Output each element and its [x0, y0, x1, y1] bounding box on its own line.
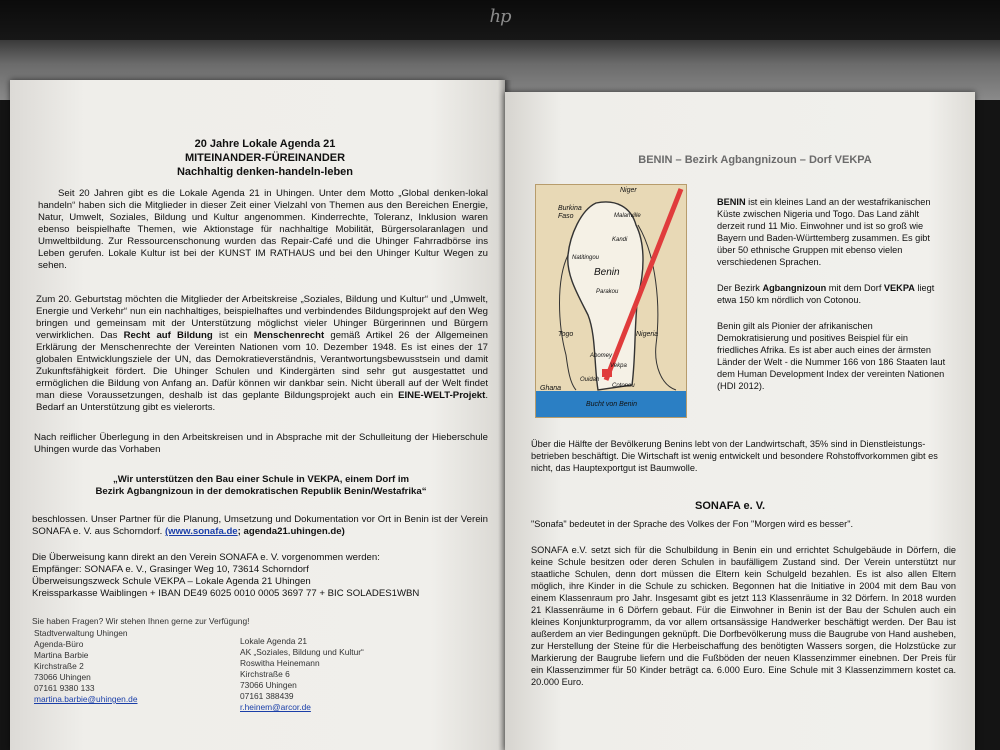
map-label-abomey: Abomey	[590, 353, 613, 359]
sonafa-link[interactable]: (www.sonafa.de	[164, 526, 238, 537]
paragraph-decision: Nach reiflicher Überlegung in den Arbeitskreisen und in Absprache mit der Schulleitung der Hieberschule Uhingen wurde das Vorhaben	[34, 432, 488, 455]
map-label-niger: Niger	[620, 187, 637, 194]
contact-city: Stadtverwaltung Uhingen Agenda-Büro Martina Barbie Kirchstraße 2 73066 Uhingen 07161 9380 133 martina.barbie@uhingen.de	[34, 628, 138, 704]
benin-intro: BENIN ist ein kleines Land an der westafrikanischen Küste zwischen Nigeria und Togo. Das Land zählt derzeit rund 11 Mio. Einwohner und ist so groß wie Bayern und Baden-Württemberg zusammen. Es gibt über 50 ethnische Gruppen mit ebenso vielen verschiedenen Sprachen.	[717, 197, 931, 267]
map-label-kandi: Kandi	[612, 237, 628, 243]
sonafa-description: SONAFA e.V. setzt sich für die Schulbildung in Benin ein und errichtet Schulgebäude in Dörfern, die keine Schule besitzen oder deren Schulen in baufälligem Zustand sind. Der Verein unterstützt nur staatliche Schulen, denn dort müssen die Eltern kein Schulgeld bezahlen. Es ist also allen Eltern möglich, ihre Kinder in die Schule zu schicken. Begonnen hat die Initiative in 2004 mit dem Bau von einem Klassenraum pro Jahr. Insgesamt gibt es jetzt 113 Klassenräume in 32 Dörfern. In 2018 wurden 21 Klassenräume in 6 Dörfern gebaut. Für die Einwohner in Benin ist der Bau der Schulen auch ein kleines Konjunkturprogramm, da vor allem ortsansässige Handwerker beschäftigt werden. Der Bau ist außerdem an vier Bedingungen geknüpft. Die Dorfbevölkerung muss die Baugrube von Hand ausheben, zur Herstellung der Steine für die Herbeischaffung des benötigten Wassers sorgen, die Holzstücke zur Markierung der Baugrube liefern und die Fußböden der neuen Klassenzimmer einebnen. Der Preis für ein Klassenzimmer für 50 Kinder beträgt ca. 6.000 Euro. Eine Schule mit 3 Klassenzimmern kostet ca. 20.000 Euro.	[531, 545, 956, 687]
map-label-ghana: Ghana	[540, 385, 562, 392]
map-label-benin: Benin	[594, 267, 620, 278]
map-label-nigeria: Nigeria	[636, 331, 659, 338]
map-label-cotonou: Cotonou	[612, 383, 635, 389]
email-link-agenda[interactable]: r.heinem@arcor.de	[240, 702, 311, 712]
map-label-natitingou: Natitingou	[572, 255, 600, 261]
paragraph-intro: Seit 20 Jahren gibt es die Lokale Agenda 21 in Uhingen. Unter dem Motto „Global denken-lokal handeln“ haben sich die Mitglieder in dieser Zeit einer Vielzahl von Themen aus den Bereichen Energie, Natur, Umwelt, Soziales, Bildung und Kultur angenommen. Kinderrechte, Toleranz, Inklusion waren ebenso beispielhafte Themen, wie Aktionstage für nachhaltige Mobilität, Bürgersolaranlagen und Umweltbildung. Zur Ressourcenschonung wurden das Repair-Café und die Uhinger Fahrradbörse ins Leben gerufen. Lokale Kultur ist bei der KUNST IM RATHAUS und bei den Uhinger Kultur Wegen zu sehen.	[38, 188, 488, 271]
map-label-ouidah: Ouidah	[580, 377, 600, 383]
title-line-2: MITEINANDER-FÜREINANDER	[184, 152, 346, 164]
sonafa-title: SONAFA e. V.	[695, 500, 766, 512]
hp-logo-icon: hp	[489, 6, 511, 27]
transfer-recipient: Empfänger: SONAFA e. V., Grasinger Weg 10, 73614 Schorndorf	[32, 564, 309, 575]
benin-map	[535, 184, 687, 418]
brochure-page-right	[505, 92, 975, 750]
benin-democracy: Benin gilt als Pionier der afrikanischen Demokratisierung und positives Beispiel für ein friedliches Afrika. Es ist aber auch eines der ärmsten Länder der Welt - die Nummer 166 von 186 Staaten laut dem Human Development Index der vereinten Nationen (HDI 2012).	[717, 321, 946, 391]
sonafa-subtitle: "Sonafa" bedeutet in der Sprache des Volkes der Fon "Morgen wird es besser".	[531, 519, 854, 529]
transfer-bank: Kreissparkasse Waiblingen + IBAN DE49 6025 0010 0005 3697 77 + BIC SOLADES1WBN	[32, 588, 420, 599]
map-label-parakou: Parakou	[596, 289, 619, 295]
title-line-1: 20 Jahre Lokale Agenda 21	[194, 138, 336, 150]
contact-agenda: Lokale Agenda 21 AK „Soziales, Bildung und Kultur“ Roswitha Heinemann Kirchstraße 6 73066 Uhingen 07161 388439 r.heinem@arcor.de	[240, 636, 364, 712]
quote-line-1: „Wir unterstützen den Bau einer Schule in VEKPA, einem Dorf im	[112, 474, 410, 485]
contact-intro: Sie haben Fragen? Wir stehen Ihnen gerne zur Verfügung!	[32, 616, 250, 626]
benin-economy: Über die Hälfte der Bevölkerung Benins lebt von der Landwirtschaft, 35% sind in Dienstleistungs-betrieben beschäftigt. Die Wirtschaft ist wenig entwickelt und besondere Rohstoffvorkommen gibt es nicht, das Hauptexportgut ist Baumwolle.	[531, 439, 938, 473]
paragraph-transfer: Die Überweisung kann direkt an den Verein SONAFA e. V. vorgenommen werden:	[32, 552, 380, 563]
map-label-bucht: Bucht von Benin	[586, 401, 637, 408]
map-label-burkina: Burkina Faso	[558, 205, 582, 220]
map-label-togo: Togo	[558, 331, 574, 338]
map-label-vekpa: Vekpa	[610, 363, 627, 369]
email-link-city[interactable]: martina.barbie@uhingen.de	[34, 694, 138, 704]
benin-title: BENIN – Bezirk Agbangnizoun – Dorf VEKPA	[638, 154, 872, 166]
title-line-3: Nachhaltig denken-handeln-leben	[176, 166, 354, 178]
benin-district: Der Bezirk Agbangnizoun mit dem Dorf VEKPA liegt etwa 150 km nördlich von Cotonou.	[717, 283, 935, 305]
transfer-purpose: Überweisungszweck Schule VEKPA – Lokale Agenda 21 Uhingen	[32, 576, 311, 587]
brochure-page-left	[10, 80, 505, 750]
paragraph-partner: beschlossen. Unser Partner für die Planung, Umsetzung und Dokumentation vor Ort in Benin ist der Verein SONAFA e. V. aus Schorndorf. (www.sonafa.de; agenda21.uhingen.de)	[32, 514, 488, 537]
paragraph-birthday: Zum 20. Geburtstag möchten die Mitglieder der Arbeitskreise „Soziales, Bildung und Kultur“ und „Umwelt, Energie und Verkehr“ nun ein nachhaltiges, beispielhaftes und verbindendes Bildungsprojekt auf den Weg bringen und gemeinsam mit der Unterstützung möglichst vieler Uhinger Bürgerinnen und Bürgern verwirklichen. Das Recht auf Bildung ist ein Menschenrecht gemäß Artikel 26 der Allgemeinen Erklärung der Menschenrechte der Vereinten Nationen vom 10. Dezember 1948. Es ist eines der 17 globalen Entwicklungsziele der UN, das Demokratieverständnis, Verantwortungsbewusstsein und damit Zukunftsfähigkeit fördert. Die Uhinger Schulen und Kindergärten sind sehr gut ausgestattet und ermöglichen die Bildung von Anfang an. Dafür können wir dankbar sein. Nicht überall auf der Welt findet man diese Voraussetzungen, deshalb ist das geplante Bildungsprojekt auch ein EINE-WELT-Projekt. Bedarf an Unterstützung gibt es vielerorts.	[36, 294, 488, 413]
quote-line-2: Bezirk Agbangnizoun in der demokratischen Republik Benin/Westafrika“	[95, 486, 427, 497]
map-label-malanville: Malanville	[614, 213, 641, 219]
